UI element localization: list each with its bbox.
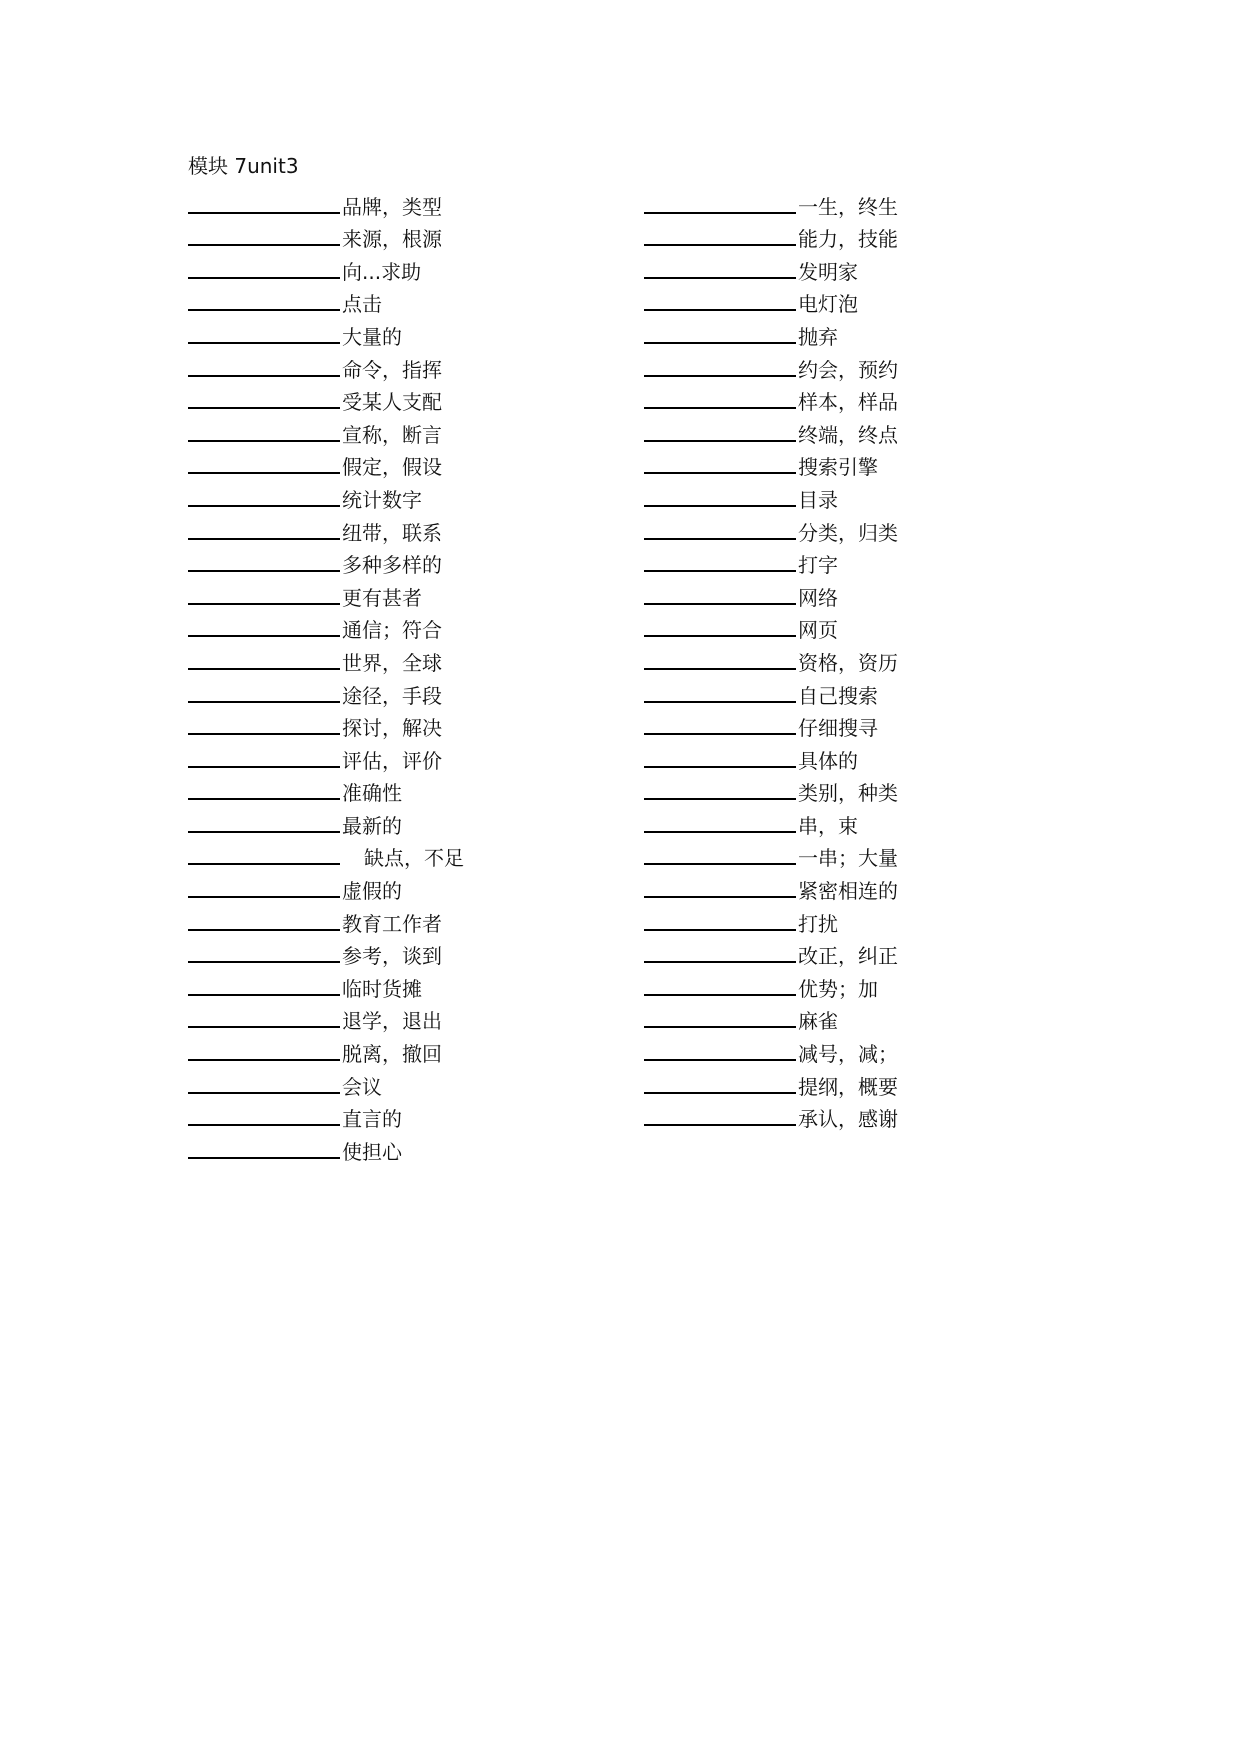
vocab-row [188, 774, 464, 807]
answer-blank[interactable] [188, 244, 340, 246]
vocab-row [188, 806, 464, 839]
answer-blank[interactable] [188, 831, 340, 833]
vocab-row [644, 415, 898, 448]
vocab-row [188, 480, 464, 513]
vocab-definition: 串，束 [798, 813, 858, 838]
vocab-definition: 脱离，撤回 [342, 1042, 442, 1067]
answer-blank[interactable] [188, 505, 340, 507]
answer-blank[interactable] [188, 538, 340, 540]
answer-blank[interactable] [188, 766, 340, 768]
answer-blank[interactable] [188, 701, 340, 703]
vocab-row [188, 1100, 464, 1133]
answer-blank[interactable] [644, 277, 796, 279]
vocab-definition: 网页 [798, 618, 838, 643]
vocab-definition: 点击 [342, 292, 382, 317]
vocab-row [644, 1034, 898, 1067]
vocab-definition: 受某人支配 [342, 390, 442, 415]
answer-blank[interactable] [644, 375, 796, 377]
vocab-definition: 抛弃 [798, 324, 838, 349]
answer-blank[interactable] [188, 440, 340, 442]
answer-blank[interactable] [188, 1124, 340, 1126]
vocab-definition: 约会，预约 [798, 357, 898, 382]
vocab-row [644, 1067, 898, 1100]
vocab-definition: 纽带，联系 [342, 520, 442, 545]
answer-blank[interactable] [644, 212, 796, 214]
answer-blank[interactable] [644, 505, 796, 507]
vocab-definition: 一串；大量 [798, 846, 898, 871]
vocab-row [188, 448, 464, 481]
vocab-definition: 终端，终点 [798, 422, 898, 447]
answer-blank[interactable] [644, 961, 796, 963]
vocab-definition: 改正，纠正 [798, 944, 898, 969]
vocab-row [644, 871, 898, 904]
answer-blank[interactable] [644, 244, 796, 246]
vocab-row [644, 252, 898, 285]
answer-blank[interactable] [644, 929, 796, 931]
vocab-definition: 使担心 [342, 1139, 402, 1164]
vocab-row [644, 350, 898, 383]
answer-blank[interactable] [188, 994, 340, 996]
vocab-row [188, 1067, 464, 1100]
vocab-definition: 通信；符合 [342, 618, 442, 643]
vocab-definition: 世界，全球 [342, 650, 442, 675]
answer-blank[interactable] [188, 375, 340, 377]
answer-blank[interactable] [644, 831, 796, 833]
vocab-definition: 多种多样的 [342, 553, 442, 578]
left-vocabulary-column [188, 187, 464, 1165]
vocab-definition: 资格，资历 [798, 650, 898, 675]
answer-blank[interactable] [644, 1026, 796, 1028]
vocab-row [188, 937, 464, 970]
answer-blank[interactable] [188, 407, 340, 409]
vocab-definition: 具体的 [798, 748, 858, 773]
vocab-definition: 假定，假设 [342, 455, 442, 480]
vocab-row [188, 1132, 464, 1165]
vocab-row [644, 546, 898, 579]
answer-blank[interactable] [188, 896, 340, 898]
vocab-row [644, 480, 898, 513]
vocab-definition: 最新的 [342, 813, 402, 838]
answer-blank[interactable] [188, 1092, 340, 1094]
vocab-definition: 向...求助 [342, 259, 422, 284]
answer-blank[interactable] [644, 342, 796, 344]
vocab-definition: 临时货摊 [342, 976, 422, 1001]
vocab-row [644, 839, 898, 872]
answer-blank[interactable] [188, 929, 340, 931]
vocab-row [644, 676, 898, 709]
answer-blank[interactable] [644, 635, 796, 637]
vocab-row [188, 969, 464, 1002]
vocab-definition: 网络 [798, 585, 838, 610]
vocab-row [188, 1002, 464, 1035]
answer-blank[interactable] [188, 472, 340, 474]
answer-blank[interactable] [188, 798, 340, 800]
answer-blank[interactable] [188, 603, 340, 605]
vocab-row [188, 643, 464, 676]
vocab-definition: 发明家 [798, 259, 858, 284]
answer-blank[interactable] [644, 994, 796, 996]
vocab-definition: 直言的 [342, 1107, 402, 1132]
answer-blank[interactable] [644, 1124, 796, 1126]
vocab-row [644, 741, 898, 774]
vocab-definition: 教育工作者 [342, 911, 442, 936]
vocab-definition: 目录 [798, 487, 838, 512]
vocab-row [188, 285, 464, 318]
answer-blank[interactable] [188, 1059, 340, 1061]
vocab-row [188, 839, 464, 872]
answer-blank[interactable] [188, 309, 340, 311]
vocab-row [188, 709, 464, 742]
vocab-row [188, 871, 464, 904]
vocab-row [188, 741, 464, 774]
answer-blank[interactable] [644, 309, 796, 311]
vocab-definition: 更有甚者 [342, 585, 422, 610]
answer-blank[interactable] [188, 733, 340, 735]
vocab-row [644, 578, 898, 611]
answer-blank[interactable] [644, 668, 796, 670]
vocab-definition: 能力，技能 [798, 227, 898, 252]
vocab-row [644, 1100, 898, 1133]
vocab-definition: 一生，终生 [798, 194, 898, 219]
vocab-definition: 退学，退出 [342, 1009, 442, 1034]
vocab-definition: 来源，根源 [342, 227, 442, 252]
right-vocabulary-column [644, 187, 898, 1132]
vocab-definition: 缺点，不足 [364, 846, 464, 871]
vocab-row [188, 513, 464, 546]
vocab-definition: 会议 [342, 1074, 382, 1099]
vocab-definition: 途径，手段 [342, 683, 442, 708]
vocab-definition: 大量的 [342, 324, 402, 349]
answer-blank[interactable] [644, 603, 796, 605]
answer-blank[interactable] [644, 407, 796, 409]
vocab-definition: 虚假的 [342, 879, 402, 904]
answer-blank[interactable] [644, 440, 796, 442]
answer-blank[interactable] [644, 733, 796, 735]
vocab-row [644, 774, 898, 807]
vocab-row [188, 350, 464, 383]
answer-blank[interactable] [188, 635, 340, 637]
vocab-definition: 提纲，概要 [798, 1074, 898, 1099]
answer-blank[interactable] [644, 701, 796, 703]
answer-blank[interactable] [644, 538, 796, 540]
vocab-definition: 优势；加 [798, 976, 878, 1001]
vocab-definition: 分类，归类 [798, 520, 898, 545]
answer-blank[interactable] [188, 342, 340, 344]
vocab-row [188, 1034, 464, 1067]
vocab-definition: 类别，种类 [798, 781, 898, 806]
vocab-definition: 统计数字 [342, 487, 422, 512]
vocab-definition: 宣称，断言 [342, 422, 442, 447]
vocab-definition: 麻雀 [798, 1009, 838, 1034]
vocab-definition: 评估，评价 [342, 748, 442, 773]
vocab-row [188, 578, 464, 611]
vocab-row [644, 285, 898, 318]
answer-blank[interactable] [644, 570, 796, 572]
vocab-row [188, 904, 464, 937]
vocab-definition: 仔细搜寻 [798, 716, 878, 741]
vocab-row [644, 937, 898, 970]
vocab-row [644, 220, 898, 253]
answer-blank[interactable] [188, 1157, 340, 1159]
vocab-row [188, 546, 464, 579]
answer-blank[interactable] [644, 896, 796, 898]
vocab-row [188, 383, 464, 416]
answer-blank[interactable] [644, 798, 796, 800]
vocab-definition: 样本，样品 [798, 390, 898, 415]
vocab-row [644, 317, 898, 350]
answer-blank[interactable] [188, 668, 340, 670]
vocab-definition: 搜索引擎 [798, 455, 878, 480]
vocab-definition: 打字 [798, 553, 838, 578]
vocab-row [188, 415, 464, 448]
answer-blank[interactable] [644, 766, 796, 768]
answer-blank[interactable] [188, 961, 340, 963]
vocab-row [188, 220, 464, 253]
answer-blank[interactable] [188, 277, 340, 279]
vocab-definition: 紧密相连的 [798, 879, 898, 904]
answer-blank[interactable] [644, 863, 796, 865]
vocab-row [644, 643, 898, 676]
vocab-row [188, 252, 464, 285]
answer-blank[interactable] [644, 472, 796, 474]
vocab-definition: 品牌，类型 [342, 194, 442, 219]
vocab-definition: 承认，感谢 [798, 1107, 898, 1132]
vocab-definition: 减号，减； [798, 1042, 898, 1067]
vocab-row [644, 448, 898, 481]
vocab-row [644, 709, 898, 742]
vocab-definition: 探讨，解决 [342, 716, 442, 741]
vocab-row [644, 904, 898, 937]
vocab-row [644, 1002, 898, 1035]
answer-blank[interactable] [188, 1026, 340, 1028]
vocab-row [188, 187, 464, 220]
vocab-row [644, 806, 898, 839]
answer-blank[interactable] [644, 1059, 796, 1061]
answer-blank[interactable] [188, 212, 340, 214]
vocab-definition: 命令，指挥 [342, 357, 442, 382]
vocab-row [644, 611, 898, 644]
answer-blank[interactable] [644, 1092, 796, 1094]
vocab-row [188, 611, 464, 644]
vocab-row [188, 676, 464, 709]
vocab-definition: 打扰 [798, 911, 838, 936]
vocab-row [644, 969, 898, 1002]
vocab-definition: 自己搜索 [798, 683, 878, 708]
answer-blank[interactable] [188, 570, 340, 572]
vocab-definition: 电灯泡 [798, 292, 858, 317]
vocab-row [188, 317, 464, 350]
answer-blank[interactable] [188, 863, 340, 865]
vocab-row [644, 187, 898, 220]
vocab-row [644, 383, 898, 416]
vocab-definition: 参考，谈到 [342, 944, 442, 969]
vocab-definition: 准确性 [342, 781, 402, 806]
vocab-row [644, 513, 898, 546]
worksheet-title: 模块 7unit3 [188, 154, 299, 178]
